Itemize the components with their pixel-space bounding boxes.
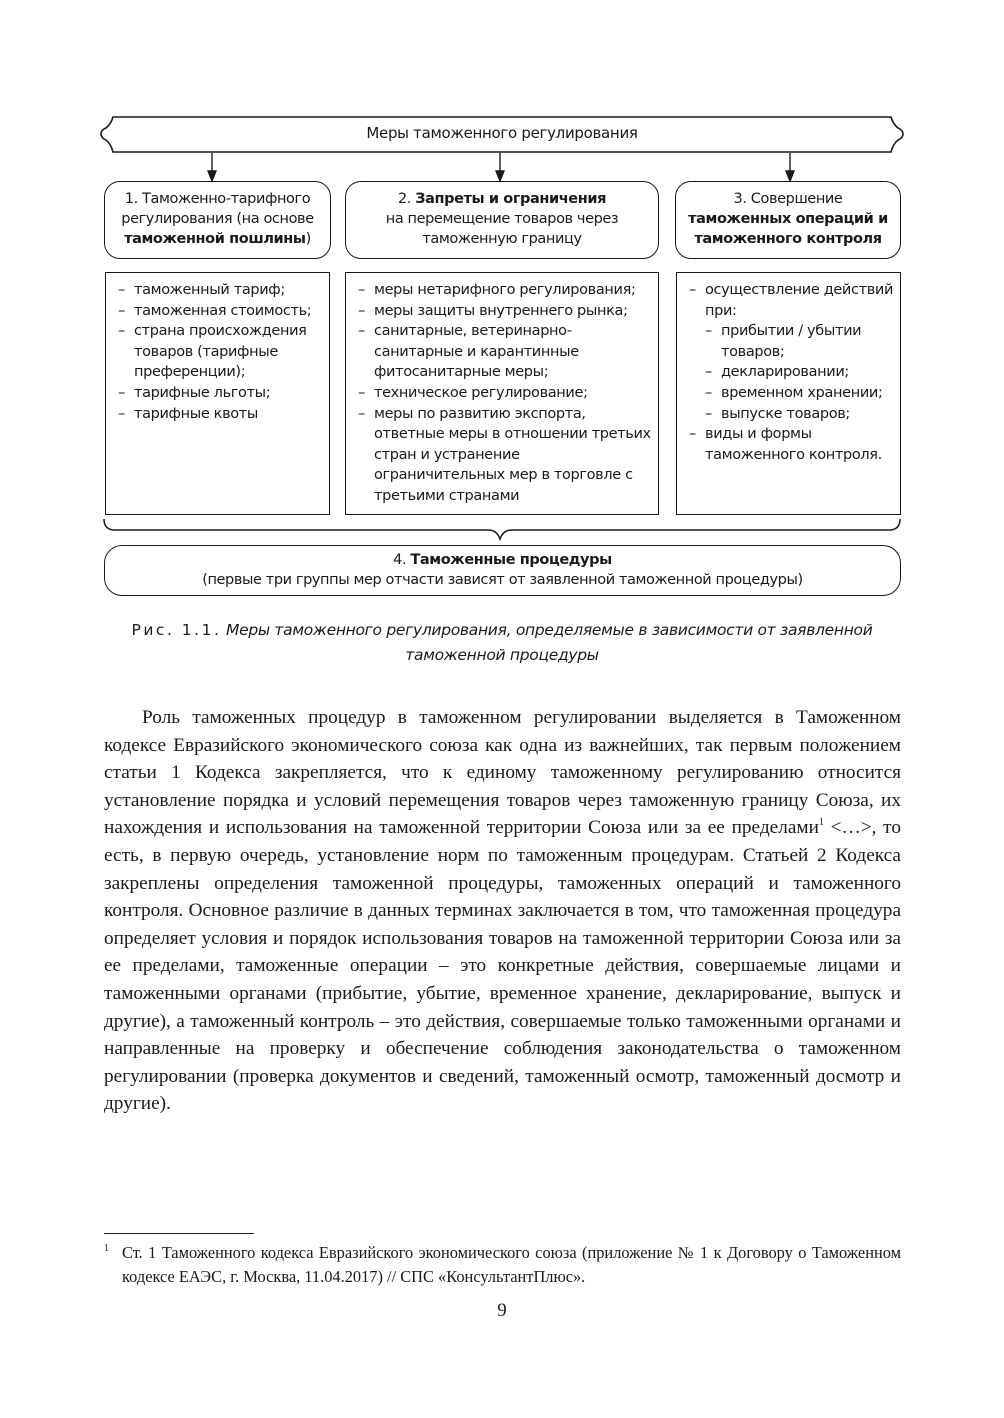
procedures-box	[104, 545, 901, 596]
group-1-header-tail: )	[305, 231, 311, 247]
list-item: – страна происхождения товаров (тарифные преференции);	[118, 321, 325, 383]
list-item: – меры по развитию экспорта, ответные меры в отношении третьих стран и устранение ограничительных мер в торговле с третьими странами	[358, 404, 654, 507]
list-item: – виды и формы таможенного контроля.	[689, 424, 896, 465]
group-2-header-num: 2.	[397, 191, 416, 207]
figure-label: Рис. 1.1.	[131, 621, 222, 639]
paragraph-text-1: Роль таможенных процедур в таможенном регулировании выделяется в Таможенном кодексе Евразийского экономического союза как одна из важнейших, так первым положением статьи 1 Кодекса закрепляется, что к единому таможенному регулированию относится установление порядка и условий перемещения товаров через таможенную границу Союза, их нахождения и использования на таможенной территории Союза или за ее пределами	[104, 707, 901, 839]
procedures-title: Таможенные процедуры	[410, 552, 612, 568]
footnote-reference[interactable]: 1	[818, 817, 824, 829]
group-1-header	[104, 181, 331, 259]
procedures-note: (первые три группы мер отчасти зависят от заявленной таможенной процедуры)	[202, 572, 803, 588]
group-2-header-text: на перемещение товаров через таможенную границу	[385, 211, 619, 247]
list-subitem: – выпуске товаров;	[705, 404, 896, 425]
footnote	[104, 1241, 901, 1289]
figure-caption	[100, 618, 904, 668]
footnote-text: Ст. 1 Таможенного кодекса Евразийского экономического союза (приложение № 1 к Договору о Таможенном кодексе ЕАЭС, г. Москва, 11.04.2017) // СПС «КонсультантПлюс».	[122, 1243, 901, 1286]
footnote-divider	[104, 1233, 254, 1234]
list-item: – тарифные льготы;	[118, 383, 325, 404]
list-item: – таможенная стоимость;	[118, 301, 325, 322]
group-1-list	[105, 272, 330, 515]
group-2-header-bold: Запреты и ограничения	[415, 191, 607, 207]
customs-regulation-diagram	[0, 0, 1004, 610]
group-2-header	[345, 181, 659, 259]
list-item: – меры нетарифного регулирования;	[358, 280, 654, 301]
list-subitem: – прибытии / убытии товаров;	[705, 321, 896, 362]
paragraph-text-2: <…>, то есть, в первую очередь, установление норм по таможенным процедурам. Статьей 2 Кодекса закреплены определения таможенной процедуры, таможенных операций и таможенного контроля. Основное различие в данных терминах заключается в том, что таможенная процедура определяет условия и порядок использования товаров на таможенной территории Союза или за ее пределами, таможенные операции – это конкретные действия, совершаемые лицами и таможенными органами (прибытие, убытие, временное хранение, декларирование, выпуск и другие), а таможенный контроль – это действия, совершаемые только таможенными органами и направленные на проверку и обеспечение соблюдения законодательства о таможенном регулировании (проверка документов и сведений, таможенный осмотр, таможенный досмотр и другие).	[104, 817, 901, 1115]
group-3-header-text: 3. Совершение	[733, 191, 843, 207]
curly-brace	[104, 519, 900, 539]
footnote-number: 1	[104, 1243, 109, 1254]
diagram-title: Меры таможенного регулирования	[366, 124, 638, 142]
procedures-num: 4.	[393, 552, 411, 568]
list-item: – меры защиты внутреннего рынка;	[358, 301, 654, 322]
group-1-header-text: 1. Таможенно-тарифного регулирования (на основе	[121, 191, 314, 227]
group-1-header-bold: таможенной пошлины	[124, 231, 306, 247]
list-item: – тарифные квоты	[118, 404, 325, 425]
arrow-down-icon	[208, 153, 794, 181]
group-2-list	[345, 272, 659, 515]
group-3-header	[675, 181, 901, 259]
list-item: – осуществление действий при:	[689, 280, 896, 321]
list-item: – техническое регулирование;	[358, 383, 654, 404]
figure-caption-text: Меры таможенного регулирования, определяемые в зависимости от заявленной таможенной процедуры	[226, 621, 873, 664]
group-3-list	[676, 272, 901, 515]
list-subitem: – декларировании;	[705, 362, 896, 383]
page-number: 9	[497, 1300, 507, 1321]
body-paragraph	[104, 704, 901, 1118]
paragraph	[104, 704, 901, 1118]
list-item: – санитарные, ветеринарно-санитарные и карантинные фитосанитарные меры;	[358, 321, 654, 383]
list-item: – таможенный тариф;	[118, 280, 325, 301]
list-subitem: – временном хранении;	[705, 383, 896, 404]
group-3-header-bold: таможенных операций и таможенного контроля	[688, 211, 888, 247]
